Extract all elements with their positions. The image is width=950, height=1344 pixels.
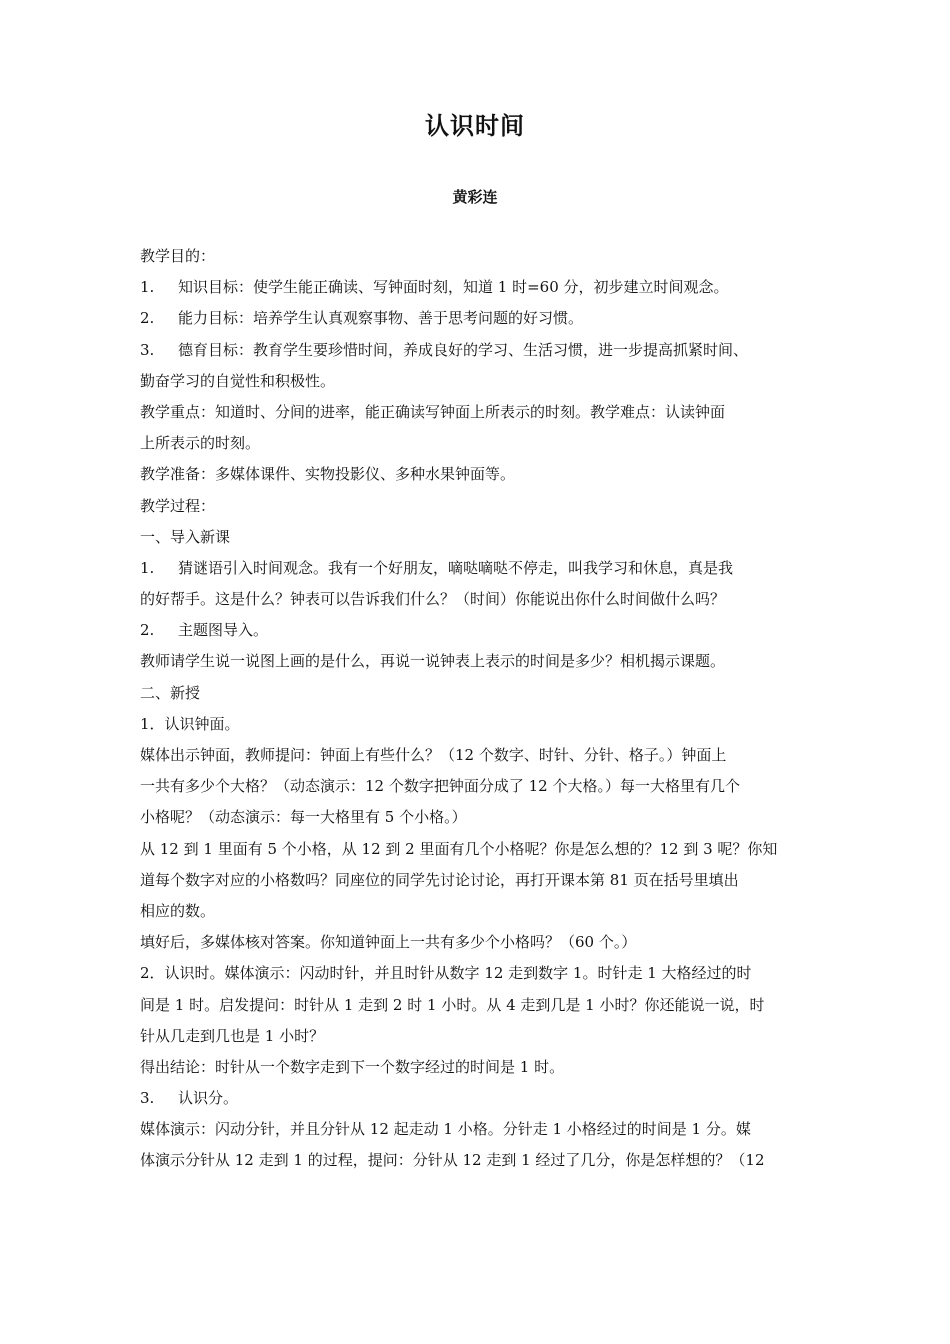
line-text: 一、导入新课 <box>140 527 231 546</box>
line-text: 德育目标：教育学生要珍惜时间，养成良好的学习、生活习惯，进一步提高抓紧时间、 <box>178 340 749 359</box>
text-line <box>140 678 816 709</box>
line-text: 针从几走到几也是 1 小时？ <box>140 1026 325 1045</box>
text-line <box>140 491 816 522</box>
text-line <box>140 927 816 958</box>
line-text: 2．认识时。媒体演示：闪动时针，并且时针从数字 12 走到数字 1。时针走 1 大格经过的时 <box>140 964 752 983</box>
text-line <box>140 303 816 334</box>
text-line <box>140 771 816 802</box>
text-line <box>140 834 816 865</box>
text-line <box>140 241 816 272</box>
text-line <box>140 1083 816 1114</box>
line-text: 认识分。 <box>178 1089 239 1108</box>
text-line <box>140 1114 816 1145</box>
text-line <box>140 522 816 553</box>
text-line <box>140 990 816 1021</box>
line-text: 填好后，多媒体核对答案。你知道钟面上一共有多少个小格吗？（60 个。） <box>140 933 637 952</box>
line-text: 二、新授 <box>140 683 201 702</box>
line-text: 教学重点：知道时、分间的进率，能正确读写钟面上所表示的时刻。教学难点：认读钟面 <box>140 402 726 421</box>
text-line <box>140 553 816 584</box>
text-line <box>140 802 816 833</box>
document-body <box>140 241 816 1177</box>
line-text: 媒体演示：闪动分针，并且分针从 12 起走动 1 小格。分针走 1 小格经过的时间是 1 分。媒 <box>140 1120 751 1139</box>
text-line <box>140 740 816 771</box>
list-number: 2. <box>140 309 155 328</box>
text-line <box>140 428 816 459</box>
document-title: 认识时间 <box>425 112 525 140</box>
list-number: 2. <box>140 621 155 640</box>
text-line <box>140 1052 816 1083</box>
line-text: 一共有多少个大格？（动态演示：12 个数字把钟面分成了 12 个大格。）每一大格里有几个 <box>140 777 740 796</box>
list-number: 1. <box>140 558 155 577</box>
line-text: 间是 1 时。启发提问：时针从 1 走到 2 时 1 小时。从 4 走到几是 1 小时？你还能说一说，时 <box>140 995 765 1014</box>
line-text: 知识目标：使学生能正确读、写钟面时刻，知道 1 时=60 分，初步建立时间观念。 <box>178 278 729 297</box>
line-text: 主题图导入。 <box>178 621 269 640</box>
line-text: 教师请学生说一说图上画的是什么，再说一说钟表上表示的时间是多少？相机揭示课题。 <box>140 652 726 671</box>
list-number: 3. <box>140 1089 155 1108</box>
line-text: 教学准备：多媒体课件、实物投影仪、多种水果钟面等。 <box>140 465 516 484</box>
line-text: 道每个数字对应的小格数吗？同座位的同学先讨论讨论，再打开课本第 81 页在括号里填出 <box>140 870 739 889</box>
text-line <box>140 1145 816 1176</box>
line-text: 小格呢？（动态演示：每一大格里有 5 个小格。） <box>140 808 467 827</box>
line-text: 能力目标：培养学生认真观察事物、善于思考问题的好习惯。 <box>178 309 584 328</box>
line-text: 媒体出示钟面，教师提问：钟面上有些什么？（12 个数字、时针、分针、格子。）钟面上 <box>140 746 727 764</box>
list-number: 1. <box>140 278 155 297</box>
text-line <box>140 584 816 615</box>
text-line <box>140 865 816 896</box>
text-line <box>140 615 816 646</box>
line-text: 教学目的： <box>140 247 216 265</box>
line-text: 勤奋学习的自觉性和积极性。 <box>140 371 336 390</box>
text-line <box>140 397 816 428</box>
line-text: 上所表示的时刻。 <box>140 434 261 453</box>
line-text: 相应的数。 <box>140 901 216 920</box>
list-number: 3. <box>140 340 155 359</box>
line-text: 体演示分针从 12 走到 1 的过程，提问：分针从 12 走到 1 经过了几分，你是怎样想的？（12 <box>140 1151 765 1170</box>
text-line <box>140 896 816 927</box>
text-line <box>140 335 816 366</box>
document-author: 黄彩连 <box>452 188 498 206</box>
text-line <box>140 272 816 303</box>
line-text: 1．认识钟面。 <box>140 714 240 733</box>
line-text: 从 12 到 1 里面有 5 个小格，从 12 到 2 里面有几个小格呢？你是怎么想的？12 到 3 呢？你知 <box>140 839 778 858</box>
text-line <box>140 958 816 989</box>
line-text: 教学过程： <box>140 496 216 515</box>
text-line <box>140 1021 816 1052</box>
text-line <box>140 709 816 740</box>
text-line <box>140 366 816 397</box>
line-text: 的好帮手。这是什么？钟表可以告诉我们什么？（时间）你能说出你什么时间做什么吗？ <box>140 590 726 609</box>
line-text: 猜谜语引入时间观念。我有一个好朋友，嘀哒嘀哒不停走，叫我学习和休息，真是我 <box>178 558 734 577</box>
text-line <box>140 459 816 490</box>
line-text: 得出结论：时针从一个数字走到下一个数字经过的时间是 1 时。 <box>140 1057 565 1076</box>
text-line <box>140 646 816 677</box>
